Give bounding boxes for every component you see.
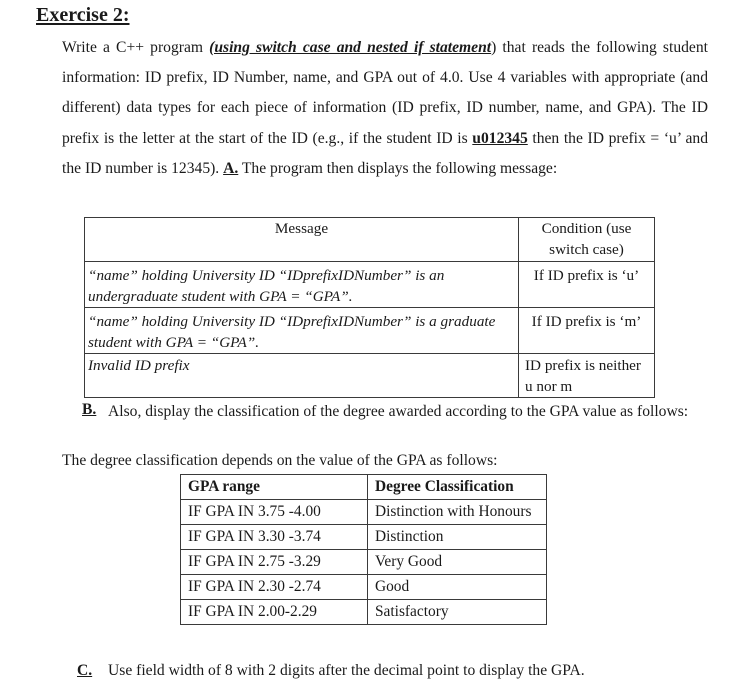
classification-cell: Very Good	[368, 550, 547, 575]
intro-text-before: Write a C++ program	[62, 39, 210, 56]
part-b-label: B.	[82, 401, 97, 418]
classification-cell: Good	[368, 575, 547, 600]
table-row	[181, 525, 547, 550]
gpa-range-cell: IF GPA IN 3.75 -4.00	[181, 500, 368, 525]
intro-paragraph	[62, 33, 708, 184]
gpa-range-header: GPA range	[181, 475, 368, 500]
table-row	[181, 500, 547, 525]
condition-cell: If ID prefix is ‘m’	[519, 308, 655, 354]
message-table-header	[85, 218, 655, 262]
intro-emphasis: (using switch case and nested if statement	[209, 39, 492, 56]
part-a-label: A.	[223, 159, 239, 177]
part-c-label: C.	[77, 662, 93, 679]
table-row	[181, 550, 547, 575]
condition-column-header: Condition (use switch case)	[519, 218, 655, 262]
condition-cell: If ID prefix is ‘u’	[519, 262, 655, 308]
message-cell: Invalid ID prefix	[85, 354, 519, 398]
message-column-header: Message	[85, 218, 519, 262]
exercise-title: Exercise 2:	[36, 4, 130, 26]
message-cell: “name” holding University ID “IDprefixIDNumber” is an undergraduate student with GPA = “GPA”.	[85, 262, 519, 308]
message-cell: “name” holding University ID “IDprefixIDNumber” is a graduate student with GPA = “GPA”.	[85, 308, 519, 354]
message-row-undergraduate	[85, 262, 655, 308]
message-row-invalid	[85, 354, 655, 398]
degree-classification-intro: The degree classification depends on the value of the GPA as follows:	[62, 452, 498, 469]
example-student-id: u012345	[472, 129, 528, 147]
table-row	[181, 575, 547, 600]
classification-cell: Satisfactory	[368, 600, 547, 625]
gpa-range-cell: IF GPA IN 2.75 -3.29	[181, 550, 368, 575]
part-b-text: Also, display the classification of the degree awarded according to the GPA value as follows:	[108, 403, 689, 420]
intro-text-end: The program then displays the following message:	[238, 159, 558, 177]
message-row-graduate	[85, 308, 655, 354]
table-row	[181, 600, 547, 625]
gpa-range-cell: IF GPA IN 2.00-2.29	[181, 600, 368, 625]
classification-cell: Distinction with Honours	[368, 500, 547, 525]
classification-cell: Distinction	[368, 525, 547, 550]
intro-text-mid: ) that reads the following student information: ID prefix, ID Number, name, and GPA out of 4.0. Use 4 variables with appropriate (and different) data types for each piece of information (ID prefix, ID number, name, and GPA). The ID prefix is the letter at the start of the ID (e.g., if the student ID is	[62, 39, 708, 147]
gpa-table-header	[181, 475, 547, 500]
gpa-classification-table	[180, 474, 547, 625]
part-c-text: Use field width of 8 with 2 digits after the decimal point to display the GPA.	[108, 662, 585, 679]
gpa-range-cell: IF GPA IN 3.30 -3.74	[181, 525, 368, 550]
intro-text-after: then the ID prefix = ‘u’ and the ID number is 12345).	[62, 129, 708, 177]
degree-classification-header: Degree Classification	[368, 475, 547, 500]
condition-cell: ID prefix is neither u nor m	[519, 354, 655, 398]
message-table	[84, 217, 655, 398]
gpa-range-cell: IF GPA IN 2.30 -2.74	[181, 575, 368, 600]
